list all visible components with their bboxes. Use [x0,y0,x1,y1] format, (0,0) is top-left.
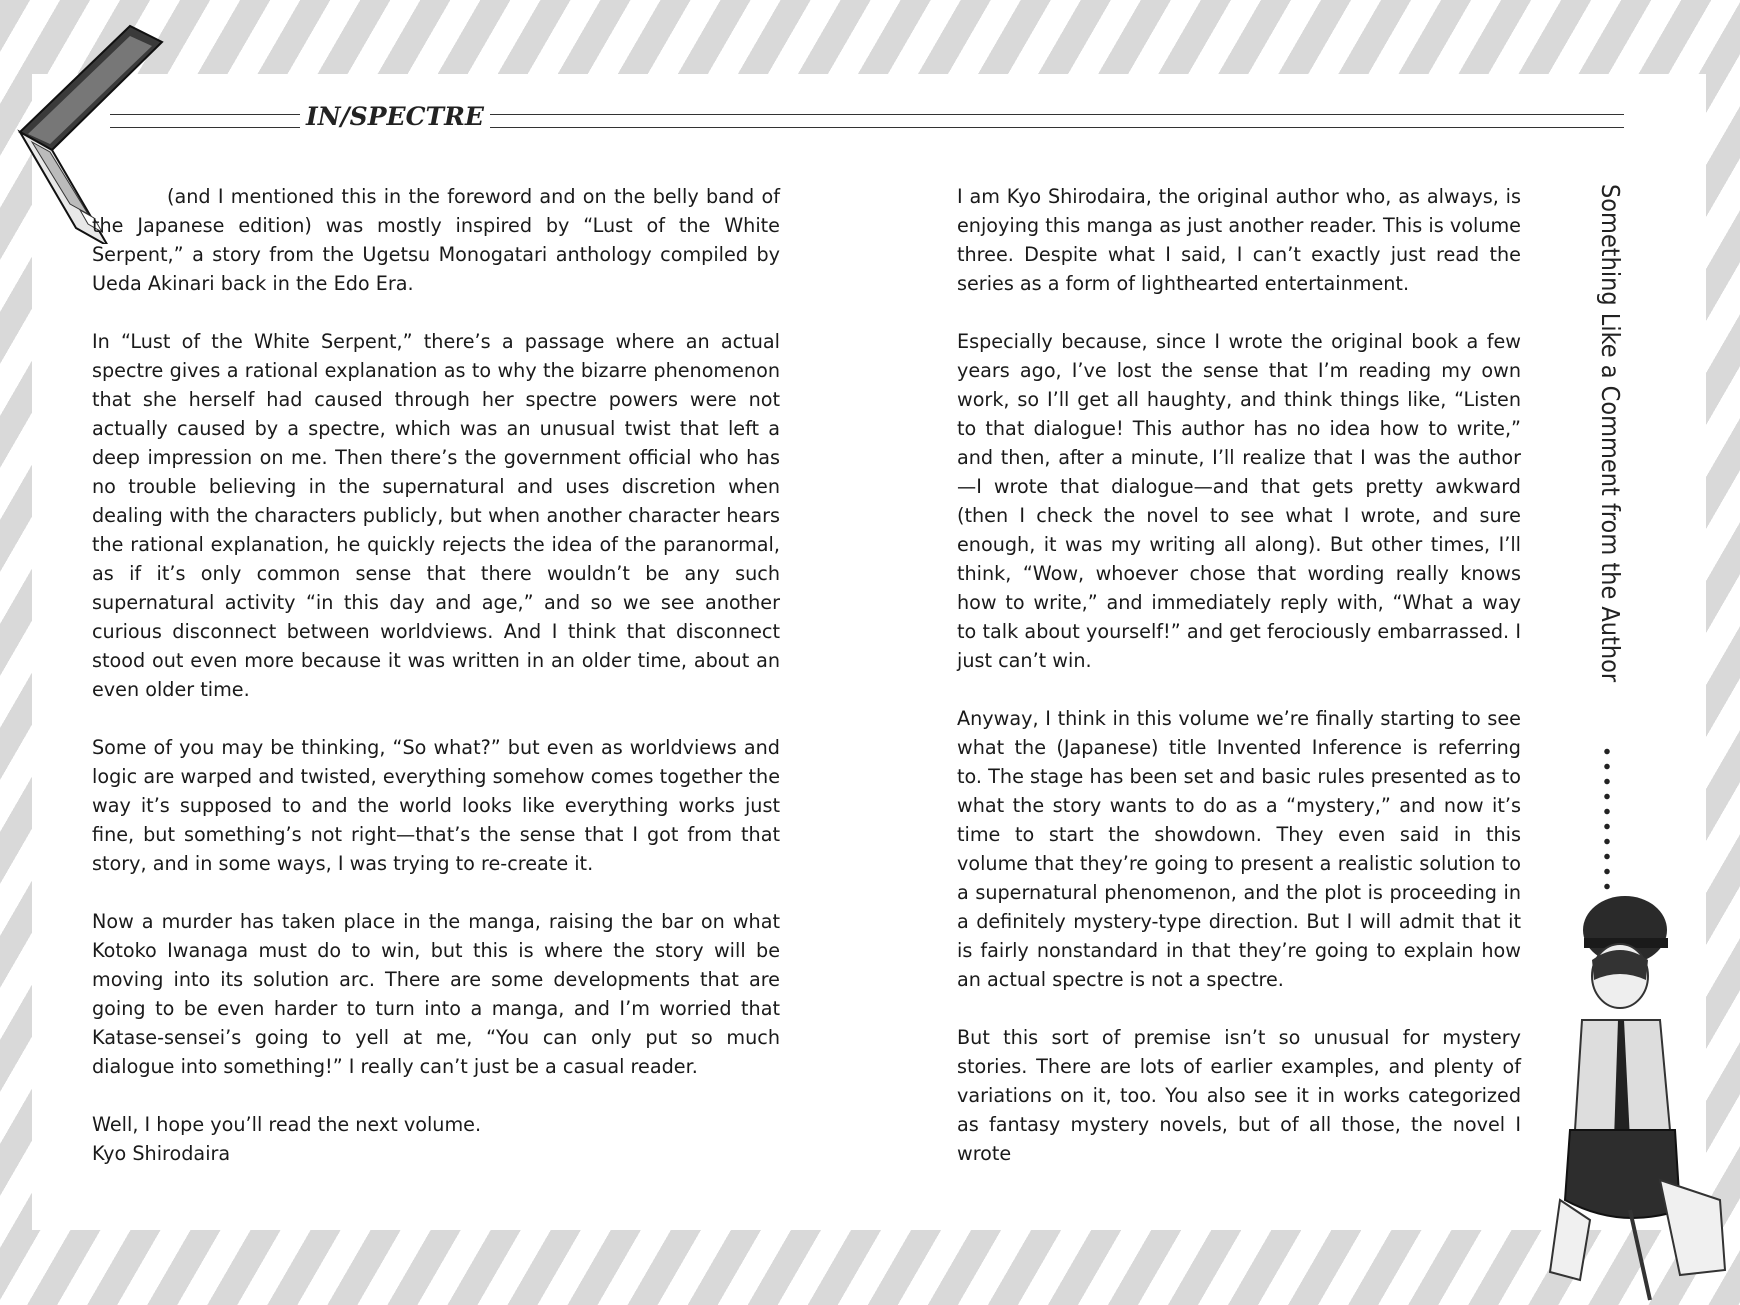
left-column [92,182,780,1168]
author-signature: Kyo Shirodaira [92,1142,231,1165]
right-column [957,182,1521,1197]
paragraph: I am Kyo Shirodaira, the original author who, as always, is enjoying this manga as just another reader. This is volume three. Despite what I said, I can’t exactly just read the series as a form of lighthearted entertainment. [957,185,1521,295]
series-title: IN/SPECTRE [300,102,490,131]
vertical-section-title [1589,184,1625,704]
paragraph: (and I mentioned this in the foreword and on the belly band of the Japanese edition) was mostly inspired by “Lust of the White Serpent,” a story from the Ugetsu Monogatari anthology compiled by Ueda Akinari back in the Edo Era. [92,185,780,295]
paragraph: In “Lust of the White Serpent,” there’s a passage where an actual spectre gives a rational explanation as to why the bizarre phenomenon that she herself had caused through her spectre powers were not actually caused by a spectre, which was an unusual twist that left a deep impression on me. Then there’s the government official who has no trouble believing in the supernatural and uses discretion when dealing with the characters publicly, but when another character hears the rational explanation, he quickly rejects the idea of the paranormal, as if it’s only common sense that there wouldn’t be any such supernatural activity “in this day and age,” and so we see another curious disconnect between worldviews. And I think that disconnect stood out even more because it was written in an older time, about an even older time. [92,330,780,701]
paragraph: Some of you may be thinking, “So what?” but even as worldviews and logic are warped and twisted, everything somehow comes together the way it’s supposed to and the world looks like everything works just fine, but something’s not right—that’s the sense that I got from that story, and in some ways, I was trying to re-create it. [92,736,780,875]
paragraph: Especially because, since I wrote the original book a few years ago, I’ve lost the sense that I’m reading my own work, so I’ll get all haughty, and think things like, “Listen to that dialogue! This author has no idea how to write,” and then, after a minute, I’ll realize that I was the author—I wrote that dialogue—and that gets pretty awkward (then I check the novel to see what I wrote, and sure enough, it was my writing all along). But other times, I’ll think, “Wow, whoever chose that wording really knows how to write,” and immediately reply with, “What a way to talk about yourself!” and get ferociously embarrassed. I just can’t win. [957,330,1521,672]
paragraph: Well, I hope you’ll read the next volume. [92,1113,482,1136]
paragraph: Anyway, I think in this volume we’re finally starting to see what the (Japanese) title Invented Inference is referring to. The stage has been set and basic rules presented as to what the story wants to do as a “mystery,” and now it’s time to start the showdown. They even said in this volume that they’re going to present a realistic solution to a supernatural phenomenon, and the plot is proceeding in a definitely mystery-type direction. But I will admit that it is fairly nonstandard in that they’re going to explain how an actual spectre is not a spectre. [957,707,1521,991]
vertical-title-text: Something Like a Comment from the Author [1596,184,1625,683]
dotted-leader [1603,744,1611,896]
paragraph: But this sort of premise isn’t so unusual for mystery stories. There are lots of earlier examples, and plenty of variations on it, too. You also see it in works categorized as fantasy mystery novels, but of all those, the novel I wrote [957,1026,1521,1165]
paragraph: Now a murder has taken place in the manga, raising the bar on what Kotoko Iwanaga must do to win, but this is where the story will be moving into its solution arc. There are some developments that are going to be even harder to turn into a manga, and I’m worried that Katase-sensei’s going to yell at me, “You can only put so much dialogue into something!” I really can’t just be a casual reader. [92,910,780,1078]
character-illustration [1520,880,1740,1305]
